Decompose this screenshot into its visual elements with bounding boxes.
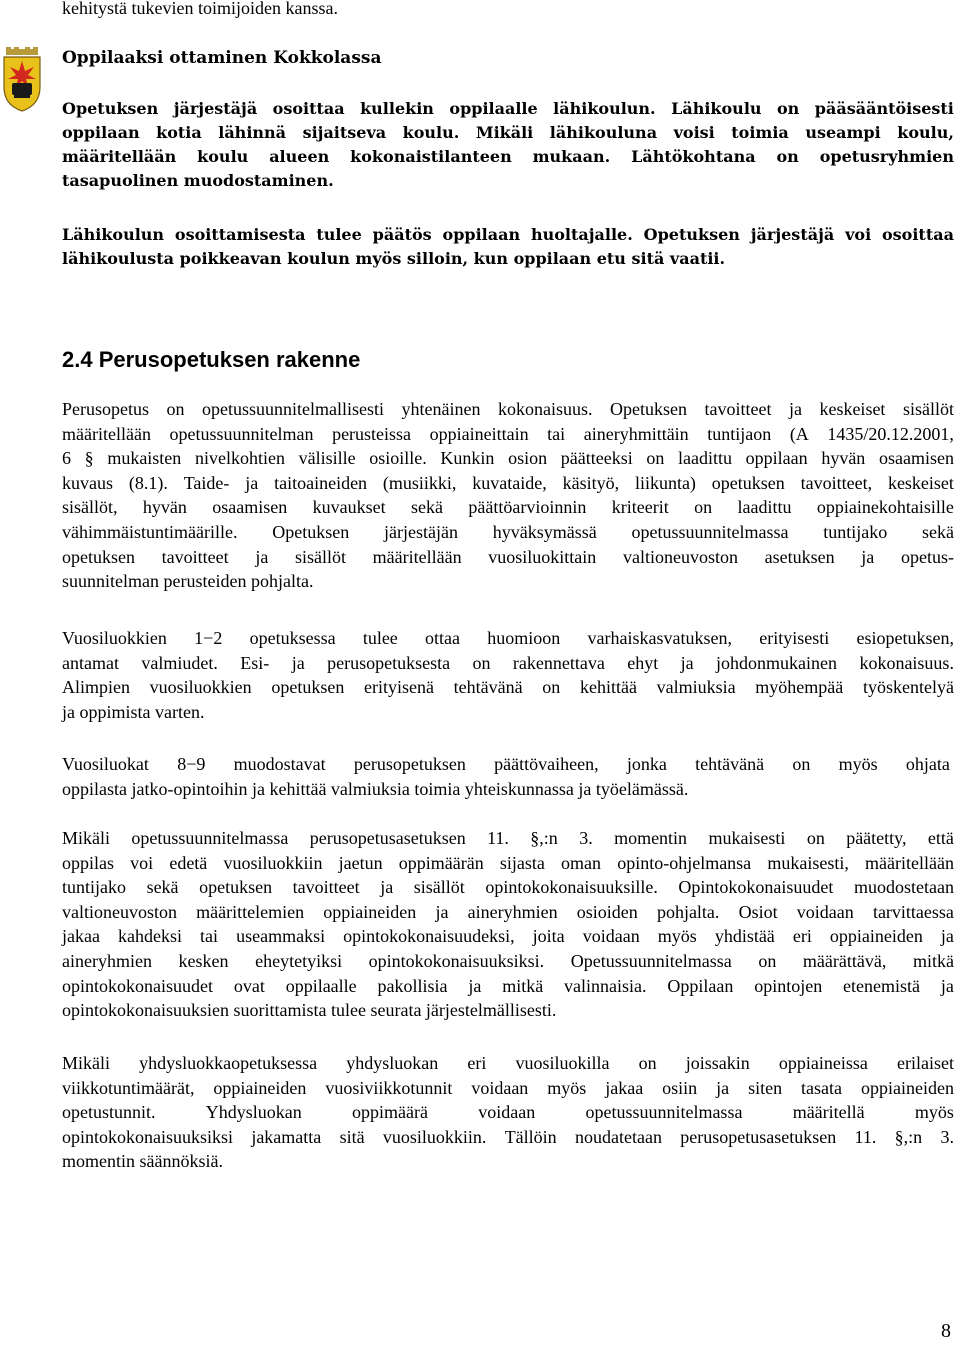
text-line: sisällöt, hyvän osaamisen kuvaukset sekä päättöarvioinnin kriteerit on laadittu oppiainekohtaisille (62, 497, 954, 518)
text-line: aineryhmien kesken eheytetyiksi opintokokonaisuuksiksi. Opetussuunnitelmassa on määrättävä, mitkä (62, 950, 954, 971)
text-line: jakaa kahdeksi tai useammaksi opintokokonaisuudeksi, joita voidaan myös yhdistää eri oppiaineiden ja (62, 926, 954, 947)
text-line: opetustunnit. Yhdysluokan oppimäärä voidaan opetussuunnitelmassa määritellä myös (62, 1102, 954, 1123)
coat-of-arms-icon (0, 47, 44, 113)
text-line: kuvaus (8.1). Taide- ja taitoaineiden (musiikki, kuvataide, käsityö, liikunta) opetuksen tavoitteet, keskeiset (62, 472, 954, 493)
text-line: vähimmäistuntimäärille. Opetuksen järjestäjän hyväksymässä opetussuunnitelmassa tuntijako sekä (62, 521, 954, 542)
text-line: tasapuolinen muodostaminen. (62, 171, 334, 190)
admission-paragraph-1 (62, 97, 954, 193)
structure-paragraph-2 (62, 626, 954, 724)
structure-paragraph-1 (62, 397, 954, 594)
text-line: Vuosiluokkien 1−2 opetuksessa tulee ottaa huomioon varhaiskasvatuksen, erityisesti esiopetuksen, (62, 628, 954, 648)
text-line: opintokokonaisuuksiksi jakamatta sitä vuosiluokkiin. Tällöin noudatetaan perusopetusasetuksen 11. §,:n 3. (62, 1126, 954, 1147)
text-line: Lähikoulun osoittamisesta tulee päätös oppilaan huoltajalle. Opetuksen järjestäjä voi osoittaa (62, 225, 954, 244)
text-line: Alimpien vuosiluokkien opetuksen erityisenä tehtävänä on kehittää valmiuksia myöhempää työskentelyä (62, 677, 954, 698)
admission-paragraph-2 (62, 223, 954, 271)
text-line: oppilaan kotia lähinnä sijaitseva koulu. Mikäli lähikouluna voisi toimia useampi koulu, (62, 123, 954, 142)
text-line: suunnitelman perusteiden pohjalta. (62, 571, 314, 592)
text-line: opetuksen tavoitteet ja sisällöt määritellään vuosiluokittain valtioneuvoston asetuksen ja opetus- (62, 546, 954, 567)
text-line: opintokokonaisuudet ovat oppilaalle pakollisia ja mitkä valinnaisia. Oppilaan opintojen etenemistä ja (62, 975, 954, 996)
structure-paragraph-4 (62, 826, 954, 1023)
structure-paragraph-3 (62, 752, 950, 801)
text-line: viikkotuntimäärät, oppiaineiden vuosiviikkotunnit voidaan myös jakaa osiin ja siten tasata oppiaineiden (62, 1077, 954, 1098)
intro-tail-text: kehitystä tukevien toimijoiden kanssa. (62, 0, 338, 18)
text-line: tuntijako sekä opetuksen tavoitteet ja sisällöt opintokokonaisuuksille. Opintokokonaisuudet muodostetaan (62, 877, 954, 898)
text-line: antamat valmiudet. Esi- ja perusopetuksesta on rakennettava ehyt ja johdonmukainen kokonaisuus. (62, 652, 954, 673)
text-line: opintokokonaisuuksien suorittamista tulee seurata järjestelmällisesti. (62, 1000, 557, 1021)
text-line: Perusopetus on opetussuunnitelmallisesti yhtenäinen kokonaisuus. Opetuksen tavoitteet ja keskeiset sisällöt (62, 399, 954, 419)
text-line: määritellään opetussuunnitelman perusteissa oppiaineittain tai aineryhmittäin tuntijaon (A 1435/20.12.2001, (62, 423, 954, 444)
text-line: 6 § mukaisten nivelkohtien välisille osioille. Kunkin osion päätteeksi on laadittu oppilaan hyvän osaamisen (62, 448, 954, 469)
section-heading-admission: Oppilaaksi ottaminen Kokkolassa (62, 48, 382, 68)
text-line: momentin säännöksiä. (62, 1151, 223, 1172)
text-line: määritellään koulu alueen kokonaistilanteen mukaan. Lähtökohtana on opetusryhmien (62, 147, 954, 166)
text-line: ja oppimista varten. (62, 701, 205, 722)
section-heading-structure: 2.4 Perusopetuksen rakenne (62, 347, 361, 372)
text-line: Mikäli opetussuunnitelmassa perusopetusasetuksen 11. §,:n 3. momentin mukaisesti on päätetty, että (62, 828, 954, 848)
page-number: 8 (941, 1320, 951, 1342)
text-line: Opetuksen järjestäjä osoittaa kullekin oppilaalle lähikoulun. Lähikoulu on pääsääntöisesti (62, 99, 954, 118)
structure-paragraph-5 (62, 1051, 954, 1174)
text-line: oppilas voi edetä vuosiluokkiin jaetun oppimäärän sijasta oman opinto-ohjelmansa mukaisesti, määritellään (62, 852, 954, 873)
text-line: lähikoulusta poikkeavan koulun myös silloin, kun oppilaan etu sitä vaatii. (62, 249, 726, 268)
text-line: Mikäli yhdysluokkaopetuksessa yhdysluokan eri vuosiluokilla on joissakin oppiaineissa erilaiset (62, 1053, 954, 1073)
text-line: Vuosiluokat 8−9 muodostavat perusopetuksen päättövaiheen, jonka tehtävänä on myös ohjata (62, 754, 950, 774)
text-line: valtioneuvoston määrittelemien oppiaineiden ja aineryhmien osioiden pohjalta. Osiot voidaan tarvittaessa (62, 901, 954, 922)
text-line: oppilasta jatko-opintoihin ja kehittää valmiuksia toimia yhteiskunnassa ja työelämässä. (62, 778, 689, 799)
